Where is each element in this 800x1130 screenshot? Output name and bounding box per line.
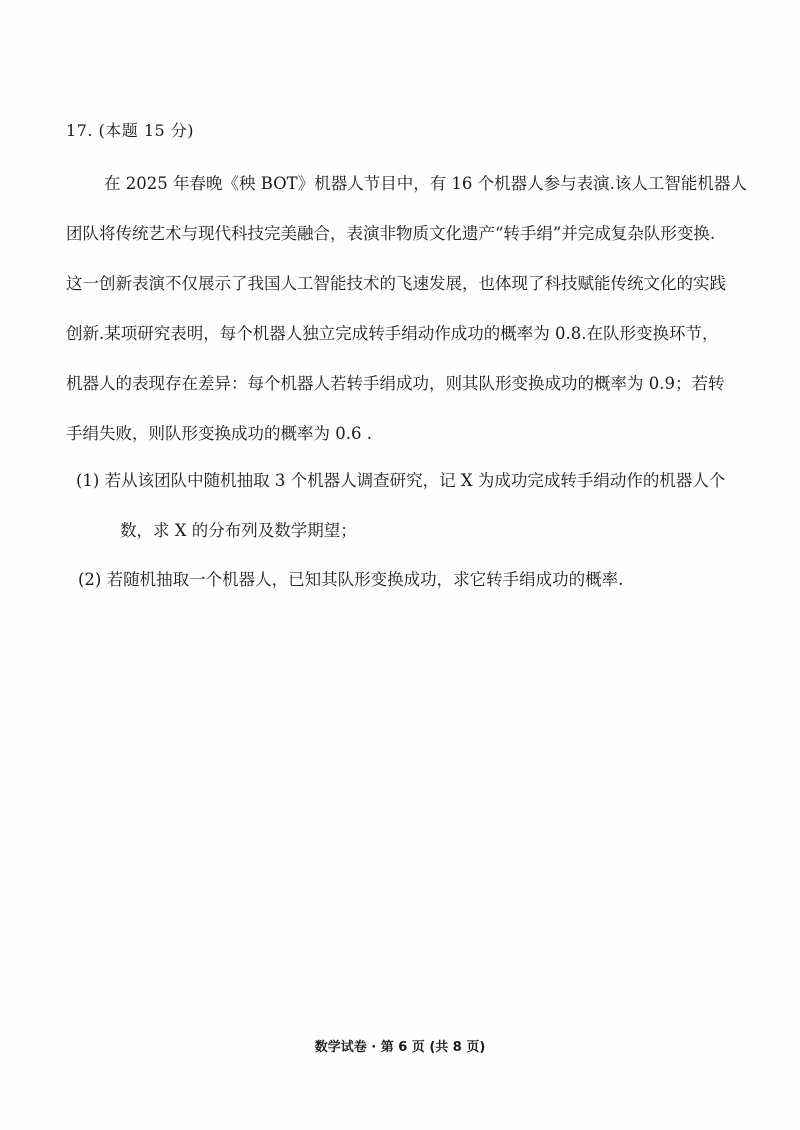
stem-line-2: 团队将传统艺术与现代科技完美融合，表演非物质文化遗产“转手绢”并完成复杂队形变换. (66, 224, 716, 243)
page-footer: 数学试卷 · 第 6 页 (共 8 页) (314, 1040, 486, 1055)
question-header: 17. (本题 15 分) (66, 121, 195, 140)
subquestion-2: (2) 若随机抽取一个机器人，已知其队形变换成功，求它转手绢成功的概率. (78, 570, 624, 589)
stem-line-6: 手绢失败，则队形变换成功的概率为 0.6 . (66, 424, 372, 443)
subquestion-1-line-1: (1) 若从该团队中随机抽取 3 个机器人调查研究，记 X 为成功完成转手绢动作的机器人个 (76, 471, 726, 490)
stem-line-3: 这一创新表演不仅展示了我国人工智能技术的飞速发展，也体现了科技赋能传统文化的实践 (66, 274, 726, 293)
stem-line-4: 创新.某项研究表明，每个机器人独立完成转手绢动作成功的概率为 0.8.在队形变换环节， (66, 324, 719, 343)
stem-line-1: 在 2025 年春晚《秧 BOT》机器人节目中，有 16 个机器人参与表演.该人工智能机器人 (104, 174, 747, 193)
subquestion-1-line-2: 数，求 X 的分布列及数学期望； (120, 521, 357, 540)
stem-line-5: 机器人的表现存在差异：每个机器人若转手绢成功，则其队形变换成功的概率为 0.9；若转 (66, 374, 725, 393)
